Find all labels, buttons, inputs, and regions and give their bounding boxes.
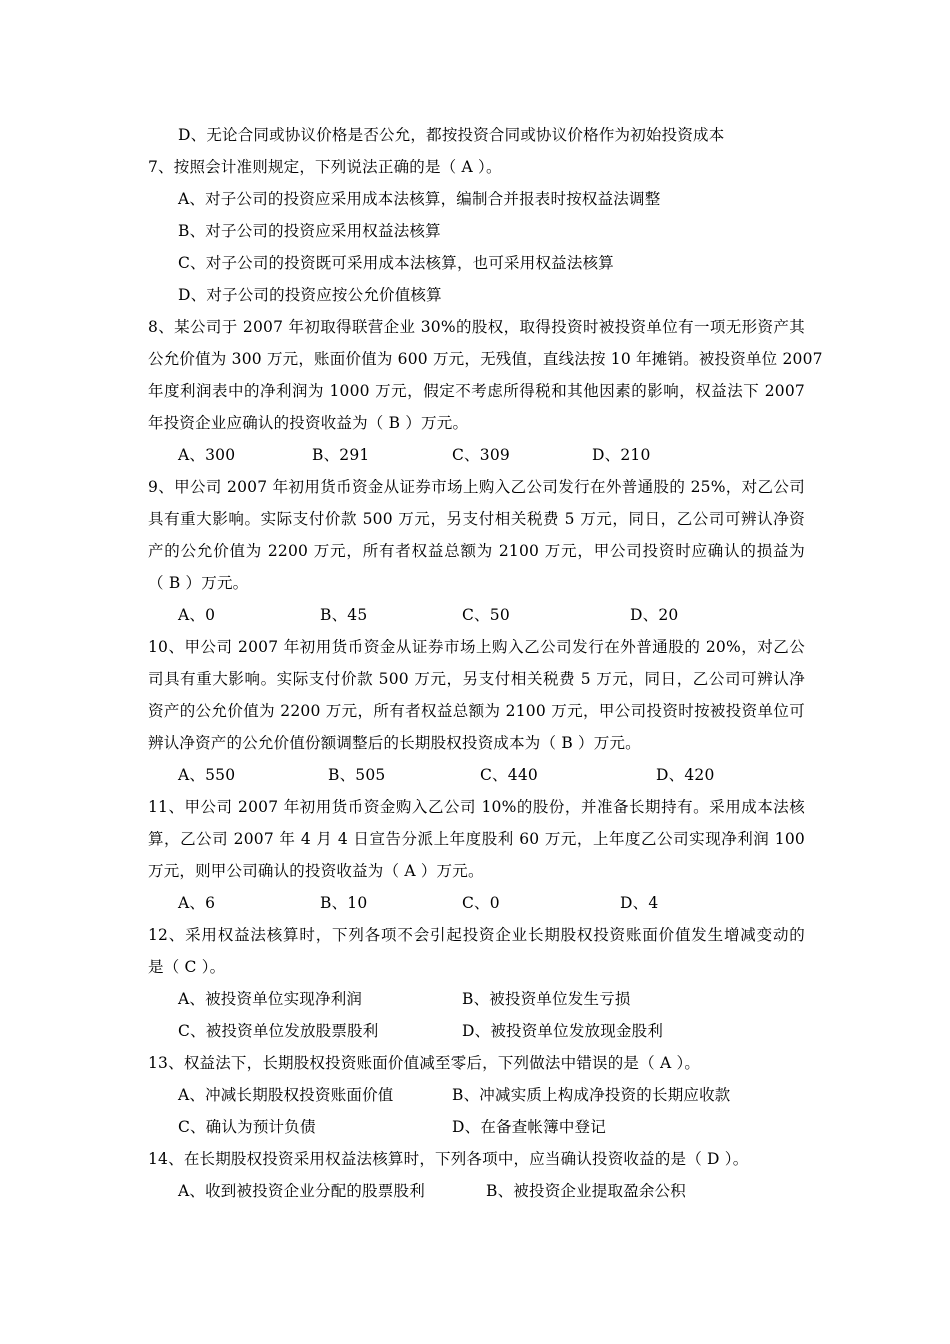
text-line: 公允价值为 300 万元，账面价值为 600 万元，无残值，直线法按 10 年摊销。被投资单位 2007 (148, 350, 823, 368)
question-8: 8、某公司于 2007 年初取得联营企业 30%的股权，取得投资时被投资单位有一项无形资产其 (148, 318, 805, 336)
option: A、冲减长期股权投资账面价值 (178, 1086, 394, 1104)
option: D、在备查帐簿中登记 (452, 1118, 606, 1136)
question-11: 11、甲公司 2007 年初用货币资金购入乙公司 10%的股份，并准备长期持有。采用成本法核 (148, 798, 805, 816)
option: D、420 (656, 766, 715, 784)
question-7: 7、按照会计准则规定，下列说法正确的是（ A ）。 (148, 158, 502, 176)
option: D、20 (630, 606, 679, 624)
option: D、210 (592, 446, 651, 464)
text-line: 万元，则甲公司确认的投资收益为（ A ）万元。 (148, 862, 484, 880)
text-line: 年投资企业应确认的投资收益为（ B ）万元。 (148, 414, 469, 432)
text-line: 产的公允价值为 2200 万元，所有者权益总额为 2100 万元，甲公司投资时应确认的损益为 (148, 542, 805, 560)
option: C、确认为预计负债 (178, 1118, 316, 1136)
option: D、4 (620, 894, 659, 912)
question-12: 12、采用权益法核算时，下列各项不会引起投资企业长期股权投资账面价值发生增减变动的 (148, 926, 805, 944)
question-13: 13、权益法下，长期股权投资账面价值减至零后，下列做法中错误的是（ A ）。 (148, 1054, 701, 1072)
option: B、被投资企业提取盈余公积 (486, 1182, 686, 1200)
option: B、被投资单位发生亏损 (462, 990, 631, 1008)
option-line: C、对子公司的投资既可采用成本法核算，也可采用权益法核算 (178, 254, 614, 272)
text-line: 资产的公允价值为 2200 万元，所有者权益总额为 2100 万元，甲公司投资时按被投资单位可 (148, 702, 805, 720)
text-line: 年度利润表中的净利润为 1000 万元，假定不考虑所得税和其他因素的影响，权益法下 2007 (148, 382, 805, 400)
option: C、0 (462, 894, 500, 912)
text-line: 是（ C ）。 (148, 958, 226, 976)
option: A、6 (178, 894, 216, 912)
option: C、309 (452, 446, 510, 464)
question-9: 9、甲公司 2007 年初用货币资金从证券市场上购入乙公司发行在外普通股的 25%，对乙公司 (148, 478, 805, 496)
option-line: B、对子公司的投资应采用权益法核算 (178, 222, 441, 240)
text-line: 具有重大影响。实际支付价款 500 万元，另支付相关税费 5 万元，同日，乙公司可辨认净资 (148, 510, 805, 528)
text-line: D、无论合同或协议价格是否公允，都按投资合同或协议价格作为初始投资成本 (178, 126, 725, 144)
text-line: 辨认净资产的公允价值份额调整后的长期股权投资成本为（ B ）万元。 (148, 734, 641, 752)
option: B、291 (312, 446, 370, 464)
question-14: 14、在长期股权投资采用权益法核算时，下列各项中，应当确认投资收益的是（ D ）。 (148, 1150, 749, 1168)
option: A、0 (178, 606, 216, 624)
text-line: 司具有重大影响。实际支付价款 500 万元，另支付相关税费 5 万元，同日，乙公司可辨认净 (148, 670, 805, 688)
option: C、被投资单位发放股票股利 (178, 1022, 379, 1040)
text-line: （ B ）万元。 (148, 574, 249, 592)
option: C、440 (480, 766, 538, 784)
option: D、被投资单位发放现金股利 (462, 1022, 664, 1040)
option: A、300 (178, 446, 236, 464)
option: A、收到被投资企业分配的股票股利 (178, 1182, 425, 1200)
text-line: 算，乙公司 2007 年 4 月 4 日宣告分派上年度股利 60 万元，上年度乙公司实现净利润 100 (148, 830, 805, 848)
option: B、45 (320, 606, 368, 624)
option-line: D、对子公司的投资应按公允价值核算 (178, 286, 442, 304)
option: B、10 (320, 894, 368, 912)
option: C、50 (462, 606, 510, 624)
option: B、冲减实质上构成净投资的长期应收款 (452, 1086, 731, 1104)
option: A、被投资单位实现净利润 (178, 990, 363, 1008)
question-10: 10、甲公司 2007 年初用货币资金从证券市场上购入乙公司发行在外普通股的 20%，对乙公 (148, 638, 805, 656)
option-line: A、对子公司的投资应采用成本法核算，编制合并报表时按权益法调整 (178, 190, 661, 208)
option: B、505 (328, 766, 386, 784)
option: A、550 (178, 766, 236, 784)
